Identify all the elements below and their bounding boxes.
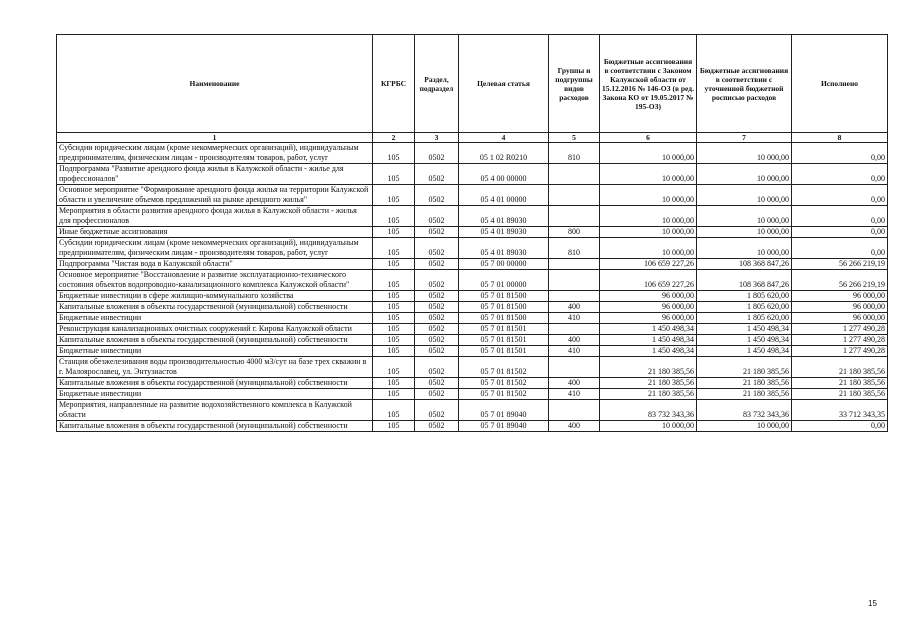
row-allocation-law: 106 659 227,26 [600, 259, 697, 270]
row-allocation-refined: 10 000,00 [697, 185, 792, 206]
row-expense-group [549, 357, 600, 378]
table-row [57, 227, 888, 238]
row-target-article: 05 7 00 00000 [459, 259, 549, 270]
row-section: 0502 [415, 270, 459, 291]
row-expense-group: 400 [549, 378, 600, 389]
table-row [57, 238, 888, 259]
header-target: Целевая статья [459, 35, 549, 133]
column-number-row [57, 133, 888, 143]
row-name: Бюджетные инвестиции [57, 389, 373, 400]
row-expense-group [549, 164, 600, 185]
row-section: 0502 [415, 238, 459, 259]
row-allocation-refined: 108 368 847,26 [697, 259, 792, 270]
row-allocation-law: 10 000,00 [600, 227, 697, 238]
table-row [57, 313, 888, 324]
row-target-article: 05 7 01 81502 [459, 378, 549, 389]
row-target-article: 05 7 01 81500 [459, 313, 549, 324]
row-section: 0502 [415, 324, 459, 335]
row-executed: 56 266 219,19 [792, 259, 888, 270]
column-number: 2 [373, 133, 415, 143]
row-name: Бюджетные инвестиции в сфере жилищно-коммунального хозяйства [57, 291, 373, 302]
row-section: 0502 [415, 400, 459, 421]
table-body [57, 143, 888, 432]
row-name: Реконструкция канализационных очистных сооружений г. Кирова Калужской области [57, 324, 373, 335]
row-expense-group [549, 206, 600, 227]
row-name: Субсидии юридическим лицам (кроме некоммерческих организаций), индивидуальным предпринимателям, физическим лицам - производителям товаров, работ, услуг [57, 143, 373, 164]
row-target-article: 05 4 01 89030 [459, 227, 549, 238]
row-target-article: 05 4 01 89030 [459, 238, 549, 259]
row-name: Бюджетные инвестиции [57, 313, 373, 324]
table-row [57, 421, 888, 432]
row-name: Капитальные вложения в объекты государственной (муниципальной) собственности [57, 335, 373, 346]
row-allocation-refined: 10 000,00 [697, 421, 792, 432]
row-executed: 1 277 490,28 [792, 346, 888, 357]
row-allocation-law: 21 180 385,56 [600, 389, 697, 400]
row-expense-group: 400 [549, 302, 600, 313]
row-allocation-law: 96 000,00 [600, 302, 697, 313]
row-section: 0502 [415, 185, 459, 206]
column-number: 4 [459, 133, 549, 143]
row-name: Подпрограмма "Развитие арендного фонда жилья в Калужской области - жилье для профессионалов" [57, 164, 373, 185]
row-name: Капитальные вложения в объекты государственной (муниципальной) собственности [57, 421, 373, 432]
row-allocation-refined: 21 180 385,56 [697, 357, 792, 378]
row-kgrbs: 105 [373, 270, 415, 291]
row-target-article: 05 4 01 89030 [459, 206, 549, 227]
row-allocation-law: 96 000,00 [600, 313, 697, 324]
row-section: 0502 [415, 302, 459, 313]
row-executed: 21 180 385,56 [792, 389, 888, 400]
header-col6: Бюджетные ассигнования в соответствии с Законом Калужской области от 15.12.2016 № 146-ОЗ (в ред. Закона КО от 19.05.2017 № 195-ОЗ) [600, 35, 697, 133]
row-kgrbs: 105 [373, 400, 415, 421]
row-executed: 96 000,00 [792, 291, 888, 302]
row-allocation-law: 96 000,00 [600, 291, 697, 302]
row-kgrbs: 105 [373, 206, 415, 227]
row-kgrbs: 105 [373, 313, 415, 324]
row-section: 0502 [415, 164, 459, 185]
row-target-article: 05 7 01 89040 [459, 421, 549, 432]
row-section: 0502 [415, 346, 459, 357]
row-expense-group: 410 [549, 313, 600, 324]
table-row [57, 291, 888, 302]
row-allocation-law: 10 000,00 [600, 238, 697, 259]
row-expense-group: 800 [549, 227, 600, 238]
table-row [57, 302, 888, 313]
row-allocation-law: 1 450 498,34 [600, 324, 697, 335]
row-section: 0502 [415, 143, 459, 164]
budget-table [56, 34, 888, 432]
row-executed: 1 277 490,28 [792, 324, 888, 335]
row-target-article: 05 7 01 81500 [459, 302, 549, 313]
row-allocation-refined: 10 000,00 [697, 143, 792, 164]
header-col8: Исполнено [792, 35, 888, 133]
row-kgrbs: 105 [373, 421, 415, 432]
row-target-article: 05 7 01 81501 [459, 324, 549, 335]
row-expense-group [549, 400, 600, 421]
row-name: Станция обезжелезивания воды производительностью 4000 м3/сут на базе трех скважин в г. Малоярославец, ул. Энтузиастов [57, 357, 373, 378]
row-expense-group: 810 [549, 143, 600, 164]
row-expense-group: 400 [549, 421, 600, 432]
row-kgrbs: 105 [373, 291, 415, 302]
row-allocation-refined: 10 000,00 [697, 206, 792, 227]
row-name: Иные бюджетные ассигнования [57, 227, 373, 238]
column-number: 3 [415, 133, 459, 143]
row-section: 0502 [415, 259, 459, 270]
row-target-article: 05 4 01 00000 [459, 185, 549, 206]
row-executed: 56 266 219,19 [792, 270, 888, 291]
row-expense-group [549, 259, 600, 270]
row-kgrbs: 105 [373, 357, 415, 378]
row-allocation-law: 10 000,00 [600, 421, 697, 432]
row-allocation-law: 1 450 498,34 [600, 346, 697, 357]
row-allocation-law: 10 000,00 [600, 164, 697, 185]
row-kgrbs: 105 [373, 389, 415, 400]
row-name: Подпрограмма "Чистая вода в Калужской области" [57, 259, 373, 270]
row-expense-group [549, 324, 600, 335]
table-row [57, 259, 888, 270]
row-executed: 96 000,00 [792, 313, 888, 324]
row-executed: 0,00 [792, 206, 888, 227]
table-row [57, 185, 888, 206]
row-allocation-refined: 1 805 620,00 [697, 291, 792, 302]
table-row [57, 143, 888, 164]
row-name: Бюджетные инвестиции [57, 346, 373, 357]
row-allocation-refined: 108 368 847,26 [697, 270, 792, 291]
row-executed: 21 180 385,56 [792, 357, 888, 378]
row-section: 0502 [415, 206, 459, 227]
row-name: Мероприятия в области развития арендного фонда жилья в Калужской области - жилья для профессионалов [57, 206, 373, 227]
row-allocation-refined: 10 000,00 [697, 164, 792, 185]
header-group: Группы и подгруппы видов расходов [549, 35, 600, 133]
column-number: 1 [57, 133, 373, 143]
row-name: Основное мероприятие "Формирование арендного фонда жилья на территории Калужской области и увеличение объемов предложений на рынке арендного жилья" [57, 185, 373, 206]
table-row [57, 164, 888, 185]
row-allocation-refined: 83 732 343,36 [697, 400, 792, 421]
header-kgrbs: КГРБС [373, 35, 415, 133]
row-target-article: 05 7 01 81502 [459, 389, 549, 400]
row-executed: 0,00 [792, 143, 888, 164]
row-kgrbs: 105 [373, 302, 415, 313]
row-allocation-refined: 1 450 498,34 [697, 346, 792, 357]
row-executed: 0,00 [792, 227, 888, 238]
row-allocation-refined: 10 000,00 [697, 238, 792, 259]
row-target-article: 05 7 01 81501 [459, 335, 549, 346]
row-expense-group: 810 [549, 238, 600, 259]
row-target-article: 05 1 02 R0210 [459, 143, 549, 164]
row-name: Капитальные вложения в объекты государственной (муниципальной) собственности [57, 302, 373, 313]
row-section: 0502 [415, 291, 459, 302]
row-allocation-law: 10 000,00 [600, 185, 697, 206]
row-allocation-refined: 21 180 385,56 [697, 389, 792, 400]
row-section: 0502 [415, 227, 459, 238]
row-allocation-law: 106 659 227,26 [600, 270, 697, 291]
row-name: Капитальные вложения в объекты государственной (муниципальной) собственности [57, 378, 373, 389]
row-kgrbs: 105 [373, 227, 415, 238]
row-target-article: 05 4 00 00000 [459, 164, 549, 185]
row-target-article: 05 7 01 81501 [459, 346, 549, 357]
column-number: 8 [792, 133, 888, 143]
row-executed: 96 000,00 [792, 302, 888, 313]
table-row [57, 206, 888, 227]
row-target-article: 05 7 01 00000 [459, 270, 549, 291]
row-executed: 0,00 [792, 185, 888, 206]
row-allocation-refined: 1 450 498,34 [697, 335, 792, 346]
column-number: 6 [600, 133, 697, 143]
row-section: 0502 [415, 335, 459, 346]
row-expense-group [549, 270, 600, 291]
row-section: 0502 [415, 357, 459, 378]
row-kgrbs: 105 [373, 259, 415, 270]
table-row [57, 389, 888, 400]
row-expense-group [549, 291, 600, 302]
table-row [57, 270, 888, 291]
column-number: 7 [697, 133, 792, 143]
row-kgrbs: 105 [373, 335, 415, 346]
row-allocation-law: 21 180 385,56 [600, 378, 697, 389]
header-row [57, 35, 888, 133]
row-expense-group: 400 [549, 335, 600, 346]
table-row [57, 378, 888, 389]
table-row [57, 400, 888, 421]
row-kgrbs: 105 [373, 185, 415, 206]
table-row [57, 357, 888, 378]
row-executed: 1 277 490,28 [792, 335, 888, 346]
row-name: Основное мероприятие "Восстановление и развитие эксплуатационно-технического состояния объектов водопроводно-канализационного комплекса Калужской области" [57, 270, 373, 291]
row-section: 0502 [415, 313, 459, 324]
row-section: 0502 [415, 421, 459, 432]
row-allocation-refined: 1 805 620,00 [697, 313, 792, 324]
header-name: Наименование [57, 35, 373, 133]
row-allocation-law: 1 450 498,34 [600, 335, 697, 346]
row-allocation-law: 10 000,00 [600, 143, 697, 164]
header-col7: Бюджетные ассигнования в соответствии с уточненной бюджетной росписью расходов [697, 35, 792, 133]
row-expense-group: 410 [549, 346, 600, 357]
row-executed: 33 712 343,35 [792, 400, 888, 421]
row-allocation-refined: 1 450 498,34 [697, 324, 792, 335]
column-number: 5 [549, 133, 600, 143]
row-kgrbs: 105 [373, 346, 415, 357]
row-kgrbs: 105 [373, 238, 415, 259]
row-kgrbs: 105 [373, 143, 415, 164]
row-expense-group: 410 [549, 389, 600, 400]
row-allocation-law: 10 000,00 [600, 206, 697, 227]
row-executed: 0,00 [792, 238, 888, 259]
row-kgrbs: 105 [373, 378, 415, 389]
table-row [57, 346, 888, 357]
row-executed: 0,00 [792, 421, 888, 432]
table-row [57, 335, 888, 346]
row-name: Мероприятия, направленные на развитие водохозяйственного комплекса в Калужской области [57, 400, 373, 421]
row-section: 0502 [415, 378, 459, 389]
row-kgrbs: 105 [373, 164, 415, 185]
row-allocation-law: 21 180 385,56 [600, 357, 697, 378]
row-executed: 0,00 [792, 164, 888, 185]
row-target-article: 05 7 01 89040 [459, 400, 549, 421]
page-number: 15 [868, 599, 877, 608]
row-target-article: 05 7 01 81500 [459, 291, 549, 302]
row-allocation-law: 83 732 343,36 [600, 400, 697, 421]
table-row [57, 324, 888, 335]
row-expense-group [549, 185, 600, 206]
row-name: Субсидии юридическим лицам (кроме некоммерческих организаций), индивидуальным предпринимателям, физическим лицам - производителям товаров, работ, услуг [57, 238, 373, 259]
row-allocation-refined: 10 000,00 [697, 227, 792, 238]
header-section: Раздел, подраздел [415, 35, 459, 133]
row-target-article: 05 7 01 81502 [459, 357, 549, 378]
row-allocation-refined: 1 805 620,00 [697, 302, 792, 313]
row-executed: 21 180 385,56 [792, 378, 888, 389]
row-kgrbs: 105 [373, 324, 415, 335]
row-allocation-refined: 21 180 385,56 [697, 378, 792, 389]
row-section: 0502 [415, 389, 459, 400]
